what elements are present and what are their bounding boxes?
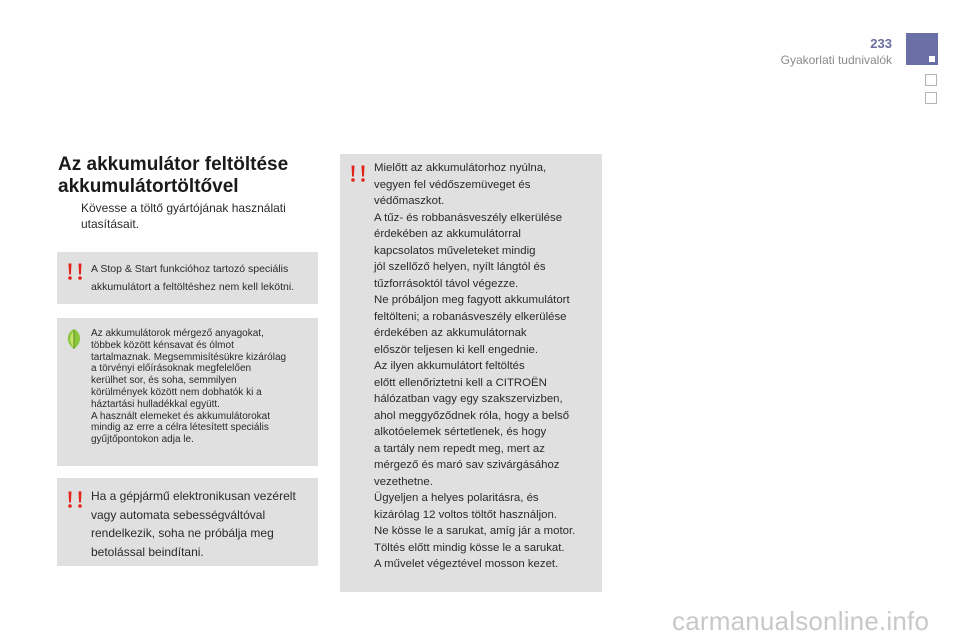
note-line: A Stop & Start funkcióhoz tartozó speciális: [91, 263, 289, 275]
note-line: először teljesen ki kell engednie.: [374, 343, 538, 356]
note-line: Ne próbáljon meg fagyott akkumulátort: [374, 294, 570, 306]
note-text: [91, 328, 313, 446]
note-line: kapcsolatos műveleteket mindig: [374, 244, 536, 257]
note-line: vagy automata sebességváltóval: [91, 507, 266, 522]
page-title: [58, 154, 338, 198]
page-number: 233: [870, 36, 892, 51]
note-line: mérgező és maró sav szivárgásához: [374, 459, 560, 471]
instruction-bullet: [58, 200, 308, 232]
bullet-line: Kövesse a töltő gyártójának használati: [81, 201, 286, 215]
tab-box-1: [925, 74, 937, 86]
tab-marker-dot: [929, 56, 935, 62]
bullet-text: [58, 200, 308, 232]
note-line: vezethetne.: [374, 475, 433, 488]
note-line: vegyen fel védőszemüveget és: [374, 178, 531, 191]
note-line: a tartály nem repedt meg, mert az: [374, 442, 545, 455]
note-line: előtt ellenőriztetni kell a CITROËN: [374, 376, 547, 389]
exclamation-warning-icon: [348, 164, 368, 184]
title-line-1: Az akkumulátor feltöltése: [58, 154, 289, 175]
note-line: Ha a gépjármű elektronikusan vezérelt: [91, 489, 296, 503]
note-line: jól szellőző helyen, nyílt lángtól és: [374, 261, 546, 273]
note-line: védőmaszkot.: [374, 195, 445, 207]
note-line: Az akkumulátorok mérgező anyagokat,: [91, 328, 264, 339]
watermark: carmanualsonline.info: [672, 606, 930, 636]
note-text: [91, 487, 313, 561]
note-safety: [340, 154, 602, 592]
note-line: érdekében az akkumulátorral: [374, 228, 521, 240]
note-line: mindig az erre a célra létesített speciális: [91, 422, 269, 434]
note-line: akkumulátort a feltöltéshez nem kell lekötni.: [91, 281, 295, 293]
note-line: A művelet végeztével mosson kezet.: [374, 558, 559, 570]
tab-box-2: [925, 92, 937, 104]
note-line: Az ilyen akkumulátort feltöltés: [374, 360, 525, 372]
note-line: Ne kösse le a sarukat, amíg jár a motor.: [374, 525, 576, 537]
note-line: tűzforrásoktól távol végezze.: [374, 277, 519, 290]
note-line: gyűjtőpontokon adja le.: [91, 434, 194, 446]
note-line: kerülhet sor, és soha, semmilyen: [91, 375, 237, 387]
note-line: Töltés előtt mindig kösse le a sarukat.: [374, 541, 565, 554]
note-line: ahol meggyőződnek róla, hogy a belső: [374, 409, 570, 422]
note-line: érdekében az akkumulátornak: [374, 327, 527, 339]
note-text: [374, 160, 599, 573]
note-line: többek között kénsavat és ólmot: [91, 339, 234, 351]
leaf-icon: [64, 328, 84, 350]
note-line: kizárólag 12 voltos töltőt használjon.: [374, 508, 557, 521]
bullet-line: utasításait.: [81, 217, 140, 231]
note-line: betolással beindítani.: [91, 544, 204, 559]
exclamation-warning-icon: [65, 490, 85, 510]
note-line: A tűz- és robbanásveszély elkerülése: [374, 211, 563, 224]
note-line: rendelkezik, soha ne próbálja meg: [91, 526, 274, 540]
exclamation-warning-icon: [65, 262, 85, 282]
note-line: Ügyeljen a helyes polaritásra, és: [374, 492, 539, 504]
note-line: feltölteni; a robanásveszély elkerülése: [374, 310, 567, 323]
note-line: körülmények között nem dobhatók ki a: [91, 386, 262, 398]
note-environment: [57, 318, 318, 466]
note-line: hálózatban vagy egy szakszervizben,: [374, 393, 563, 405]
note-text: [91, 260, 313, 296]
title-line-2: akkumulátortöltővel: [58, 176, 239, 197]
section-tab-marker: [906, 33, 938, 65]
section-title: Gyakorlati tudnivalók: [780, 53, 892, 67]
note-line: A használt elemeket és akkumulátorokat: [91, 410, 270, 422]
note-line: háztartási hulladékkal együtt.: [91, 398, 220, 410]
note-gearbox: [57, 478, 318, 566]
note-line: a törvényi előírásoknak megfelelően: [91, 363, 252, 375]
note-stop-start: [57, 252, 318, 304]
note-line: Mielőtt az akkumulátorhoz nyúlna,: [374, 162, 547, 174]
note-line: alkotóelemek sértetlenek, és hogy: [374, 426, 547, 438]
note-line: tartalmaznak. Megsemmisítésükre kizárólag: [91, 351, 287, 363]
